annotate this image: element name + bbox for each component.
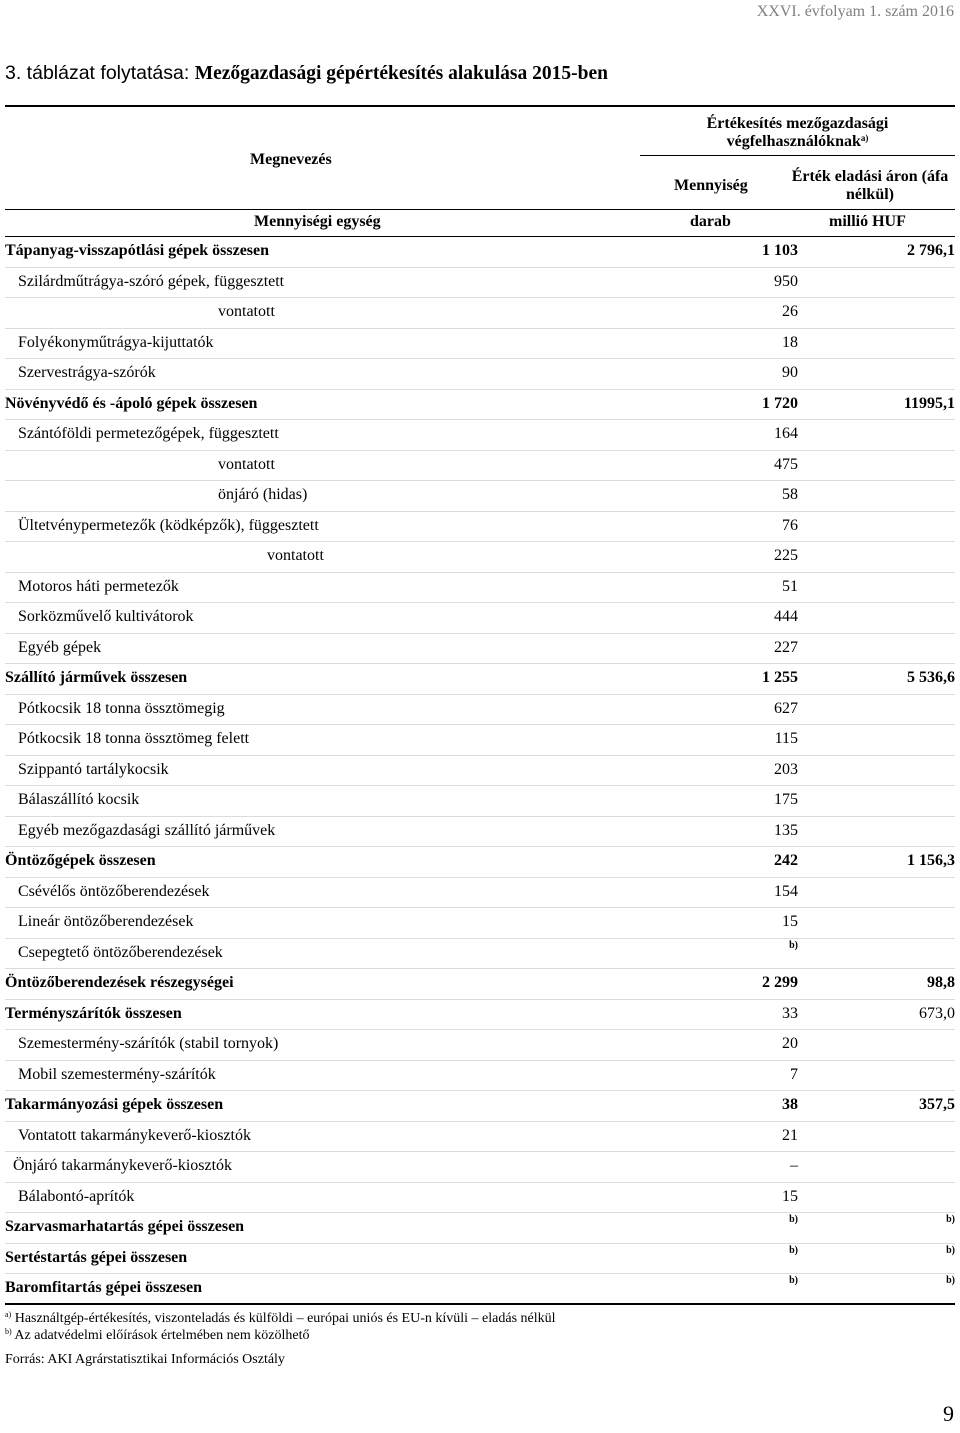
unit-value: millió HUF [829, 213, 906, 230]
source-note: Forrás: AKI Agrárstatisztikai Információs Osztály [5, 1352, 285, 1367]
row-quantity: 76 [782, 516, 798, 534]
row-quantity: 115 [774, 730, 798, 747]
table-row [5, 939, 955, 970]
row-label: Csepegtető öntözőberendezések [18, 943, 223, 961]
table-row [5, 512, 955, 543]
table-row-total [5, 1274, 955, 1305]
table-row-total [5, 1000, 955, 1031]
row-value: 11995,1 [903, 394, 955, 412]
table-row [5, 786, 955, 817]
row-label: Növényvédő és -ápoló gépek összesen [5, 394, 258, 412]
row-quantity: 242 [774, 852, 798, 869]
table-row [5, 451, 955, 482]
table-row [5, 1152, 955, 1183]
row-quantity: 15 [782, 913, 798, 930]
row-quantity: 90 [782, 364, 798, 381]
table-row [5, 603, 955, 634]
column-header-name: Megnevezés [250, 151, 332, 168]
table-top-rule [5, 105, 955, 107]
column-header-value-line2: nélkül) [845, 186, 894, 203]
row-quantity: b) [789, 1275, 798, 1286]
row-label: önjáró (hidas) [218, 486, 308, 503]
table-row [5, 1030, 955, 1061]
row-quantity: 2 299 [762, 974, 798, 991]
column-header-quantity: Mennyiség [674, 177, 748, 194]
row-quantity: 7 [790, 1065, 798, 1083]
column-group-rule [640, 155, 955, 156]
issue-header: XXVI. évfolyam 1. szám 2016 [756, 3, 954, 20]
row-value: 5 536,6 [907, 669, 955, 686]
row-label: Tápanyag-visszapótlási gépek összesen [5, 242, 270, 259]
table-body [5, 237, 955, 1305]
row-label: Szippantó tartálykocsik [18, 760, 169, 778]
row-label: Mobil szemestermény-szárítók [18, 1065, 216, 1083]
table-row [5, 1183, 955, 1214]
row-label: Szilárdműtrágya-szóró gépek, függesztett [18, 272, 285, 290]
row-label: vontatott [267, 547, 324, 564]
row-quantity: 58 [782, 486, 798, 503]
row-value: 673,0 [919, 1004, 955, 1022]
table-row-total [5, 847, 955, 878]
row-label: Folyékonyműtrágya-kijuttatók [18, 333, 214, 351]
footnote-b-text: Az adatvédelmi előírások értelmében nem közölhető [11, 1328, 310, 1343]
row-label: Takarmányozási gépek összesen [5, 1096, 224, 1113]
table-row [5, 573, 955, 604]
table-title-prefix: 3. táblázat folytatása: [5, 62, 195, 84]
row-label: Szemestermény-szárítók (stabil tornyok) [18, 1035, 279, 1052]
row-label: Öntözőberendezések részegységei [5, 974, 234, 991]
column-group-header-line2: végfelhasználóknak$^{a)}$ [726, 133, 869, 150]
column-group-header-line1: Értékesítés mezőgazdasági [706, 115, 889, 132]
table-row [5, 268, 955, 299]
table-row [5, 1061, 955, 1092]
row-label: Egyéb gépek [18, 638, 102, 656]
row-value: b) [946, 1244, 955, 1256]
row-quantity: 1 103 [762, 242, 798, 259]
row-quantity: 227 [774, 638, 798, 656]
row-value: 2 796,1 [907, 242, 955, 259]
row-value: b) [946, 1275, 955, 1286]
footnote-b [5, 1328, 309, 1344]
row-quantity: 164 [774, 425, 798, 442]
row-quantity: 18 [782, 333, 798, 351]
row-label: Csévélős öntözőberendezések [18, 882, 210, 900]
row-label: Egyéb mezőgazdasági szállító járművek [18, 821, 276, 839]
column-header-value [780, 168, 960, 204]
table-row-total [5, 237, 955, 268]
row-quantity: 225 [774, 547, 798, 564]
row-label: vontatott [218, 455, 275, 473]
row-quantity: 950 [774, 272, 798, 290]
footnote-b-mark: b) [5, 1327, 12, 1336]
row-value: 1 156,3 [907, 852, 955, 869]
table-row-total [5, 1091, 955, 1122]
table-row [5, 756, 955, 787]
row-quantity: 1 255 [762, 669, 798, 686]
table-title [5, 62, 608, 85]
row-quantity: 1 720 [762, 394, 798, 412]
row-quantity: 175 [774, 791, 798, 808]
row-quantity: 20 [782, 1035, 798, 1052]
row-label: Önjáró takarmánykeverő-kiosztók [13, 1157, 233, 1174]
row-quantity: 15 [782, 1187, 798, 1205]
row-quantity: 475 [774, 455, 798, 473]
footnote-a-mark: a) [5, 1310, 12, 1319]
row-quantity: b) [789, 939, 798, 951]
table-row-total [5, 1244, 955, 1275]
row-label: Motoros háti permetezők [18, 577, 179, 595]
table-title-main: Mezőgazdasági gépértékesítés alakulása 2015-ben [194, 63, 608, 84]
table-row-total [5, 969, 955, 1000]
row-label: Lineár öntözőberendezések [18, 913, 194, 930]
table-row [5, 481, 955, 512]
row-quantity: 51 [782, 577, 798, 595]
table-row [5, 695, 955, 726]
row-quantity: 26 [782, 303, 798, 320]
row-value: b) [946, 1214, 955, 1225]
row-quantity: 135 [774, 821, 798, 839]
row-label: Öntözőgépek összesen [5, 852, 156, 869]
table-row-total [5, 390, 955, 421]
row-label: Bálaszállító kocsik [18, 791, 140, 808]
row-label: Szervestrágya-szórók [18, 364, 156, 381]
table-row [5, 725, 955, 756]
table-row [5, 908, 955, 939]
row-quantity: 203 [774, 760, 798, 778]
row-quantity: b) [789, 1214, 798, 1225]
row-label: Vontatott takarmánykeverő-kiosztók [18, 1126, 251, 1144]
table-row [5, 878, 955, 909]
table-row [5, 634, 955, 665]
unit-label: Mennyiségi egység [254, 213, 381, 230]
table-row [5, 298, 955, 329]
row-label: Baromfitartás gépei összesen [5, 1279, 202, 1296]
row-quantity: 21 [782, 1126, 798, 1144]
table-row [5, 420, 955, 451]
row-quantity: 33 [782, 1004, 798, 1022]
row-quantity: 627 [774, 699, 798, 717]
table-row-total [5, 1213, 955, 1244]
table-row [5, 359, 955, 390]
row-quantity: 38 [782, 1096, 798, 1113]
row-label: Ültetvénypermetezők (ködképzők), függesztett [18, 516, 319, 534]
row-label: Bálabontó-aprítók [18, 1187, 135, 1205]
table-row [5, 817, 955, 848]
column-group-header [640, 115, 955, 151]
row-label: Terményszárítók összesen [5, 1004, 182, 1022]
row-label: Pótkocsik 18 tonna össztömeg felett [18, 730, 250, 747]
row-label: Szarvasmarhatartás gépei összesen [5, 1218, 245, 1235]
row-quantity: 444 [774, 608, 798, 625]
table-row [5, 329, 955, 360]
row-label: Sorközművelő kultivátorok [18, 608, 194, 625]
unit-quantity: darab [690, 213, 731, 230]
row-label: Szállító járművek összesen [5, 669, 188, 686]
row-value: 357,5 [919, 1096, 955, 1113]
footnote-a-marker: a) [860, 133, 869, 143]
table-row-total [5, 664, 955, 695]
row-label: vontatott [218, 303, 275, 320]
row-value: 98,8 [927, 974, 955, 991]
row-label: Szántóföldi permetezőgépek, függesztett [18, 425, 279, 442]
table-row [5, 1122, 955, 1153]
row-label: Pótkocsik 18 tonna össztömegig [18, 699, 225, 717]
footnote-a [5, 1311, 556, 1327]
footnote-a-text: Használtgép-értékesítés, viszonteladás és külföldi – európai uniós és EU-n kívüli – eladás nélkül [11, 1311, 556, 1326]
table-row [5, 542, 955, 573]
page-number: 9 [943, 1401, 954, 1426]
row-quantity: – [790, 1157, 798, 1174]
row-quantity: b) [789, 1244, 798, 1256]
row-quantity: 154 [774, 882, 798, 900]
column-header-value-line1: Érték eladási áron (áfa [791, 168, 949, 185]
row-label: Sertéstartás gépei összesen [5, 1248, 188, 1266]
header-divider-rule [5, 209, 955, 210]
